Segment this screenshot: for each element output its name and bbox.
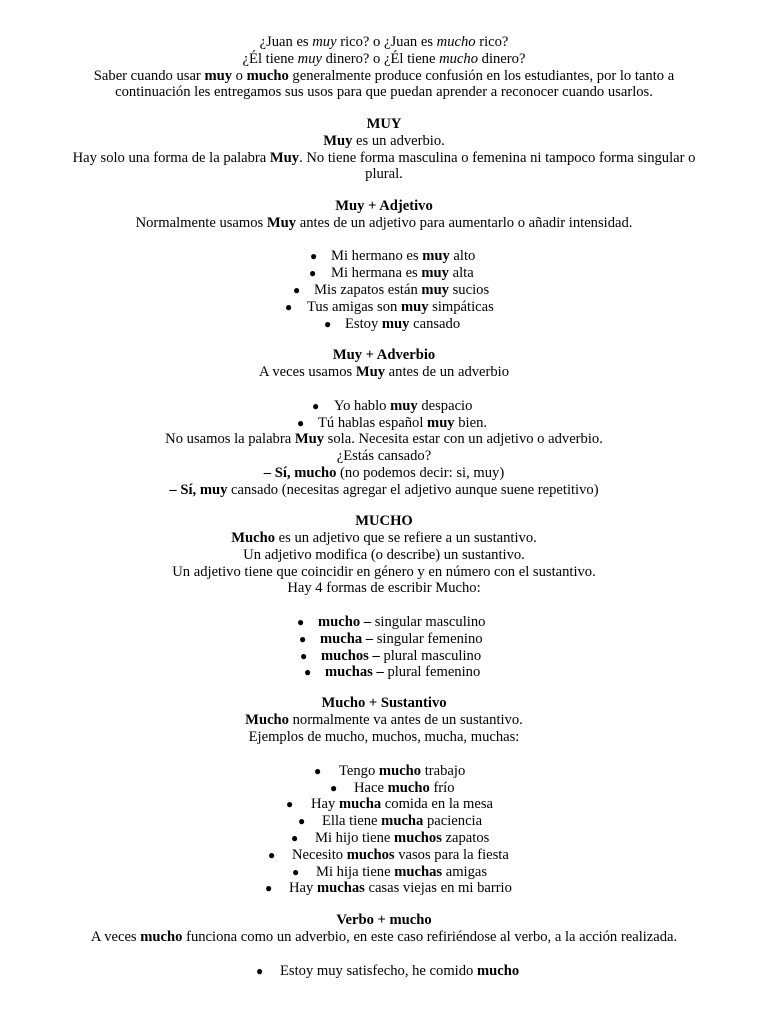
muy-forms-line-2: plural. — [365, 166, 403, 182]
intro-paragraph-line-1: Saber cuando usar muy o mucho generalmente produce confusión en los estudiantes, por lo tanto a — [93, 68, 675, 84]
section-heading-mucho-sustantivo: Mucho + Sustantivo — [321, 695, 447, 711]
bullet-icon: ● — [297, 416, 305, 430]
bullet-icon: ● — [310, 249, 318, 263]
list-item: Estoy muy satisfecho, he comido mucho — [280, 963, 520, 979]
list-item: Tú hablas español muy bien. — [318, 415, 488, 431]
verbo-mucho-description: A veces mucho funciona como un adverbio, en este caso refiriéndose al verbo, a la acción realizada. — [90, 929, 678, 945]
mucho-definition: Mucho es un adjetivo que se refiere a un sustantivo. — [231, 530, 537, 546]
bullet-icon: ● — [268, 848, 276, 862]
muy-adverbio-note: No usamos la palabra Muy sola. Necesita estar con un adjetivo o adverbio. — [165, 431, 603, 447]
intro-question-1: ¿Juan es muy rico? o ¿Juan es mucho rico? — [259, 34, 509, 50]
example-question: ¿Estás cansado? — [336, 448, 432, 464]
list-item: Tengo mucho trabajo — [339, 763, 466, 779]
example-answer-1: – Sí, mucho (no podemos decir: si, muy) — [263, 465, 505, 481]
list-item: Mis zapatos están muy sucios — [314, 282, 490, 298]
bullet-icon: ● — [265, 881, 273, 895]
example-answer-2: – Sí, muy cansado (necesitas agregar el adjetivo aunque suene repetitivo) — [169, 482, 599, 498]
bullet-icon: ● — [312, 399, 320, 413]
bullet-icon: ● — [286, 797, 294, 811]
list-item: Mi hijo tiene muchos zapatos — [315, 830, 490, 846]
bullet-icon: ● — [285, 300, 293, 314]
list-item: muchas – plural femenino — [325, 664, 481, 680]
muy-definition: Muy es un adverbio. — [323, 133, 445, 149]
bullet-icon: ● — [292, 865, 300, 879]
mucho-line-4: Hay 4 formas de escribir Mucho: — [287, 580, 481, 596]
section-heading-verbo-mucho: Verbo + mucho — [336, 912, 432, 928]
bullet-icon: ● — [256, 964, 264, 978]
list-item: mucho – singular masculino — [318, 614, 486, 630]
list-item: Mi hermano es muy alto — [331, 248, 476, 264]
list-item: Necesito muchos vasos para la fiesta — [292, 847, 509, 863]
mucho-line-2: Un adjetivo modifica (o describe) un sustantivo. — [243, 547, 525, 563]
bullet-icon: ● — [299, 632, 307, 646]
list-item: Estoy muy cansado — [345, 316, 461, 332]
bullet-icon: ● — [309, 266, 317, 280]
bullet-icon: ● — [324, 317, 332, 331]
mucho-sustantivo-description: Mucho normalmente va antes de un sustantivo. — [245, 712, 523, 728]
list-item: Mi hermana es muy alta — [331, 265, 474, 281]
list-item: Yo hablo muy despacio — [334, 398, 473, 414]
list-item: mucha – singular femenino — [320, 631, 483, 647]
section-heading-muy: MUY — [366, 116, 402, 132]
list-item: Hay muchas casas viejas en mi barrio — [289, 880, 512, 896]
muy-forms-line-1: Hay solo una forma de la palabra Muy. No tiene forma masculina o femenina ni tampoco forma singular o — [72, 150, 696, 166]
bullet-icon: ● — [298, 814, 306, 828]
bullet-icon: ● — [330, 781, 338, 795]
bullet-icon: ● — [304, 665, 312, 679]
intro-question-2: ¿Él tiene muy dinero? o ¿Él tiene mucho dinero? — [242, 51, 526, 67]
list-item: Hace mucho frío — [354, 780, 455, 796]
bullet-icon: ● — [314, 764, 322, 778]
muy-adjetivo-description: Normalmente usamos Muy antes de un adjetivo para aumentarlo o añadir intensidad. — [135, 215, 633, 231]
intro-paragraph-line-2: continuación les entregamos sus usos para que puedan aprender a reconocer cuando usarlos. — [115, 84, 653, 100]
section-heading-mucho: MUCHO — [355, 513, 413, 529]
mucho-line-3: Un adjetivo tiene que coincidir en género y en número con el sustantivo. — [172, 564, 596, 580]
muy-adverbio-description: A veces usamos Muy antes de un adverbio — [258, 364, 510, 380]
section-heading-muy-adverbio: Muy + Adverbio — [332, 347, 436, 363]
list-item: Mi hija tiene muchas amigas — [316, 864, 488, 880]
section-heading-muy-adjetivo: Muy + Adjetivo — [335, 198, 433, 214]
bullet-icon: ● — [293, 283, 301, 297]
bullet-icon: ● — [297, 615, 305, 629]
list-item: muchos – plural masculino — [321, 648, 482, 664]
bullet-icon: ● — [300, 649, 308, 663]
list-item: Ella tiene mucha paciencia — [322, 813, 483, 829]
list-item: Hay mucha comida en la mesa — [311, 796, 493, 812]
mucho-sustantivo-examples: Ejemplos de mucho, muchos, mucha, muchas: — [248, 729, 520, 745]
list-item: Tus amigas son muy simpáticas — [307, 299, 494, 315]
bullet-icon: ● — [291, 831, 299, 845]
